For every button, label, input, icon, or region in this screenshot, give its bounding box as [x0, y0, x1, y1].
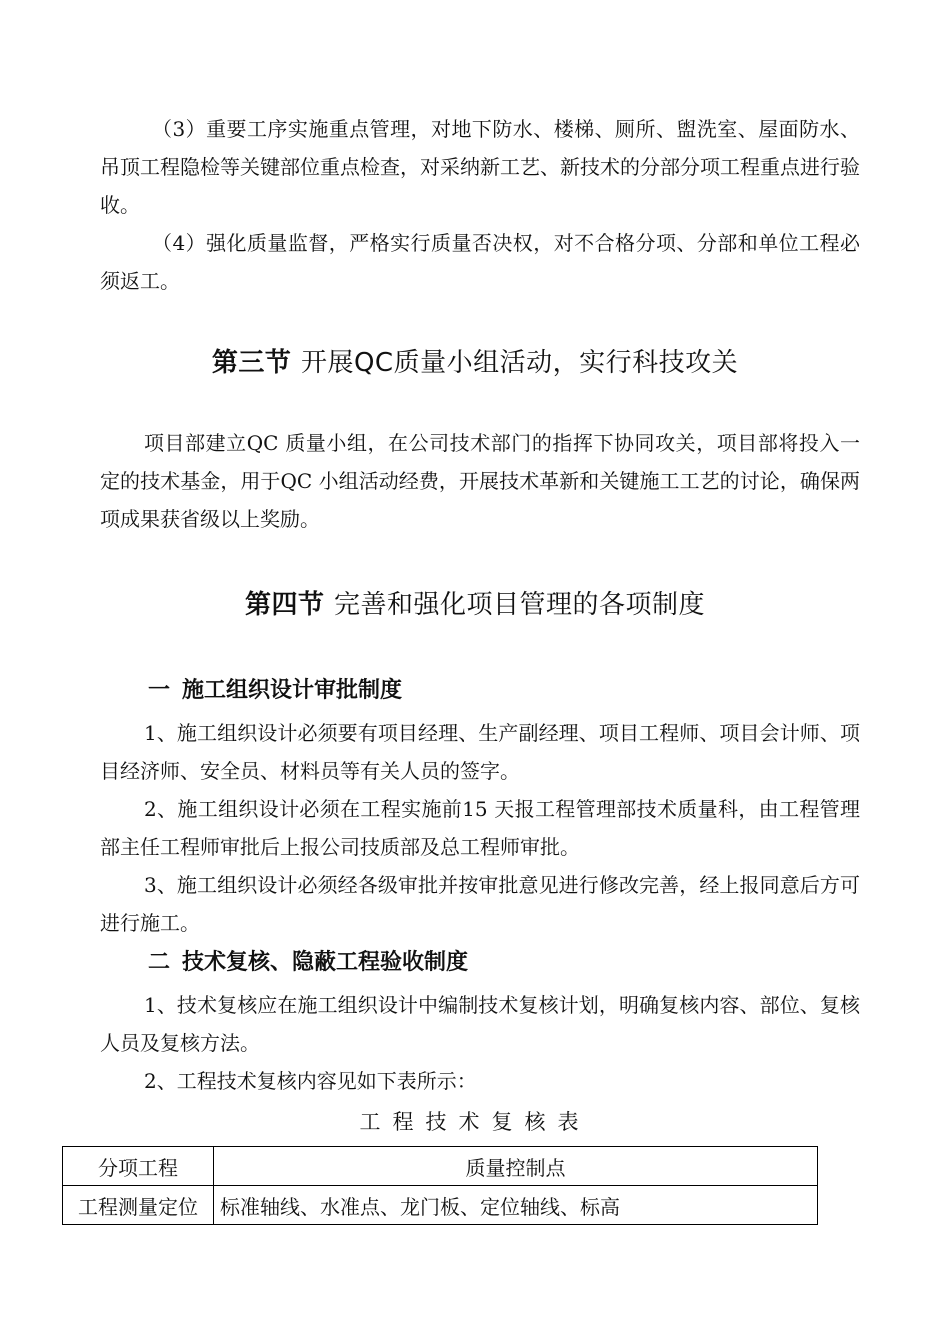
section-heading-3 [0, 342, 950, 379]
subheading-title: 技术复核、隐蔽工程验收制度 [182, 950, 469, 975]
list-item: 3、施工组织设计必须经各级审批并按审批意见进行修改完善，经上报同意后方可进行施工。 [100, 873, 860, 935]
table-row [63, 1186, 818, 1225]
table-cell: 标准轴线、水准点、龙门板、定位轴线、标高 [214, 1186, 818, 1225]
table-header-cell: 分项工程 [63, 1147, 214, 1186]
paragraph-item-4: （4）强化质量监督，严格实行质量否决权，对不合格分项、分部和单位工程必须返工。 [100, 231, 860, 293]
table-cell: 工程测量定位 [63, 1186, 214, 1225]
section-title: 开展QC质量小组活动，实行科技攻关 [300, 348, 739, 378]
section-number: 第三节 [211, 348, 292, 378]
list-item: 1、技术复核应在施工组织设计中编制技术复核计划，明确复核内容、部位、复核人员及复核方法。 [100, 993, 860, 1055]
section-heading-4 [0, 584, 950, 621]
subheading-title: 施工组织设计审批制度 [182, 678, 403, 703]
section-title: 完善和强化项目管理的各项制度 [334, 590, 706, 620]
table-caption: 工程技术复核表 [359, 1110, 591, 1134]
table-header-cell: 质量控制点 [214, 1147, 818, 1186]
paragraph-item-3: （3）重要工序实施重点管理，对地下防水、楼梯、厕所、盥洗室、屋面防水、吊顶工程隐检等关键部位重点检查，对采纳新工艺、新技术的分部分项工程重点进行验收。 [100, 117, 860, 217]
list-item: 2、工程技术复核内容见如下表所示： [144, 1069, 477, 1093]
table-header-row [63, 1147, 818, 1186]
subheading-2 [148, 948, 468, 978]
list-item: 2、施工组织设计必须在工程实施前15 天报工程管理部技术质量科，由工程管理部主任工程师审批后上报公司技质部及总工程师审批。 [100, 797, 860, 859]
paragraph-qc: 项目部建立QC 质量小组，在公司技术部门的指挥下协同攻关，项目部将投入一定的技术基金，用于QC 小组活动经费，开展技术革新和关键施工工艺的讨论，确保两项成果获省级以上奖励。 [100, 431, 860, 531]
subheading-mark: 二 [148, 950, 171, 975]
subheading-mark: 一 [148, 678, 171, 703]
subheading-1 [148, 676, 402, 706]
section-number: 第四节 [244, 590, 325, 620]
list-item: 1、施工组织设计必须要有项目经理、生产副经理、项目工程师、项目会计师、项目经济师、安全员、材料员等有关人员的签字。 [100, 721, 860, 783]
review-table [62, 1146, 818, 1225]
